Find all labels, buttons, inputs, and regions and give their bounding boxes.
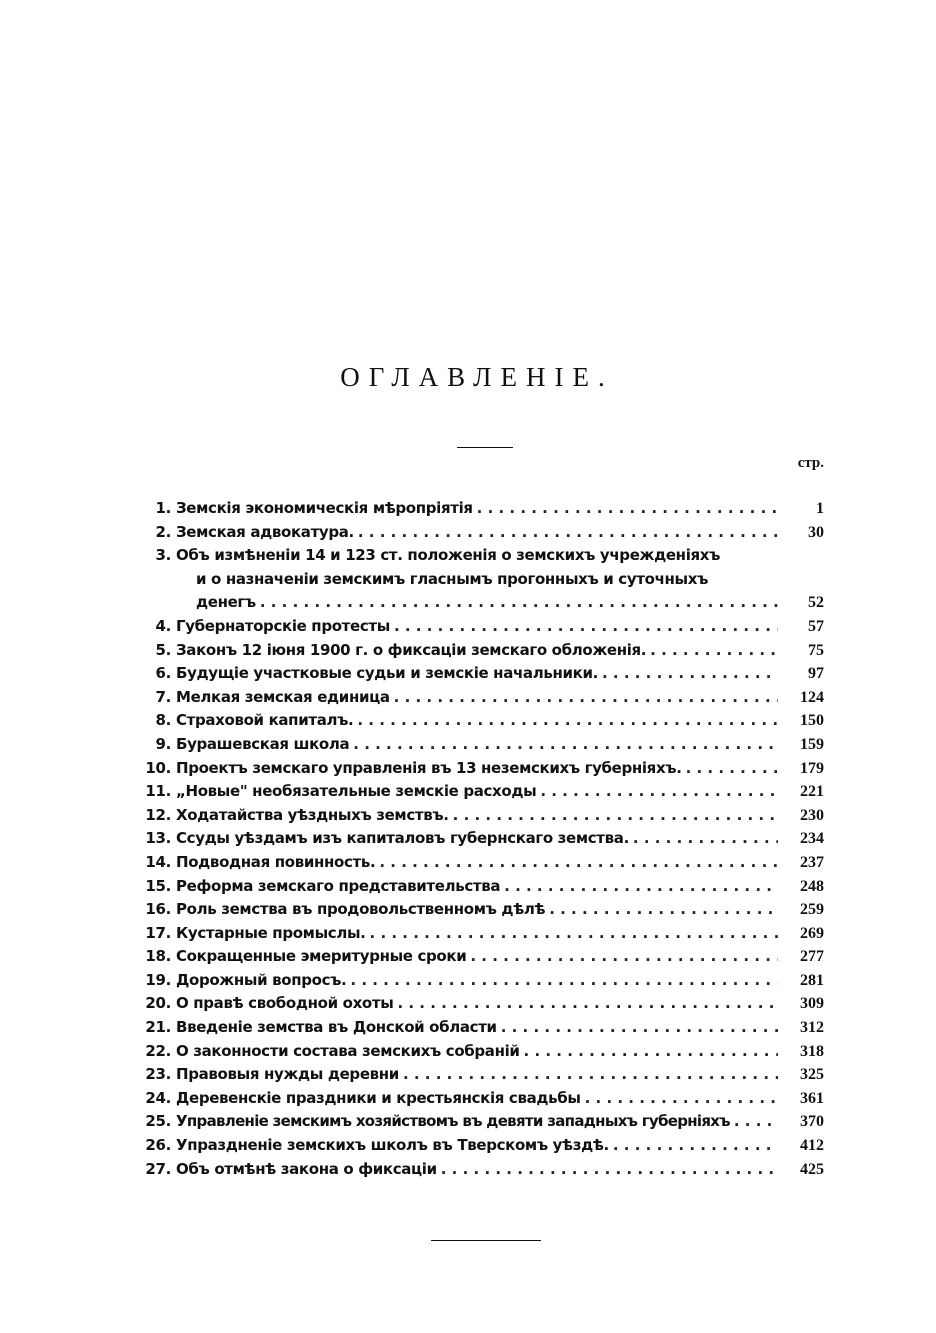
dot-leader [403, 1063, 778, 1087]
dot-leader [441, 1158, 778, 1182]
toc-entry[interactable] [140, 1063, 824, 1087]
entry-page: 277 [800, 948, 824, 966]
dot-leader [585, 1087, 778, 1111]
dot-leader [358, 521, 778, 545]
dot-leader [524, 1040, 778, 1064]
entry-page: 75 [808, 641, 824, 659]
dot-leader [353, 733, 778, 757]
entry-number: 9. [155, 734, 171, 753]
entry-title: Кустарные промыслы. [176, 923, 366, 942]
entry-page: 221 [800, 783, 824, 801]
toc-entry[interactable] [140, 780, 824, 804]
entry-number: 1. [155, 499, 171, 517]
toc-entry[interactable] [140, 1158, 824, 1182]
entry-title: Мелкая земская единица [176, 687, 390, 706]
entry-number: 26. [145, 1136, 171, 1155]
entry-number: 7. [155, 687, 171, 706]
dot-leader [394, 615, 778, 639]
toc-entry[interactable] [140, 662, 824, 686]
entry-page: 124 [800, 688, 824, 706]
entry-page: 97 [808, 665, 824, 683]
entry-number: 23. [145, 1065, 171, 1084]
entry-page: 1 [816, 500, 824, 517]
dot-leader [397, 992, 778, 1016]
entry-title: Реформа земскаго представительства [176, 876, 501, 895]
entry-title: Деревенскiе праздники и крестьянскiя свадьбы [176, 1088, 581, 1107]
toc-entry[interactable] [140, 945, 824, 969]
entry-page: 412 [800, 1137, 824, 1155]
dot-leader [370, 922, 778, 946]
entry-page: 150 [800, 712, 824, 730]
entry-title: Введенiе земства въ Донской области [176, 1018, 497, 1037]
entry-number: 8. [155, 711, 171, 730]
entry-title: Ходатайства уѣздныхъ земствъ. [176, 805, 449, 824]
dot-leader [394, 686, 778, 710]
toc-entry[interactable] [140, 757, 824, 781]
toc-entry[interactable] [140, 804, 824, 828]
entry-number: 24. [145, 1088, 171, 1107]
entry-title: Дорожный вопросъ. [176, 970, 347, 989]
entry-number: 4. [155, 616, 171, 635]
entry-title: О правѣ свободной охоты [176, 994, 394, 1013]
toc-entry[interactable] [140, 1134, 824, 1158]
toc-entry[interactable] [140, 1040, 824, 1064]
toc-entry[interactable] [140, 922, 824, 946]
dot-leader [477, 497, 778, 521]
toc-entry[interactable] [140, 733, 824, 757]
toc-entry[interactable] [140, 709, 824, 733]
toc-entry[interactable] [140, 1110, 824, 1134]
entry-number: 6. [155, 664, 171, 683]
toc-entry-continuation[interactable] [140, 568, 824, 592]
entry-title-line-2: и о назначенiи земскимъ гласнымъ прогонныхъ и суточныхъ [196, 569, 708, 588]
toc-entry[interactable] [140, 521, 824, 545]
entry-title-line-1: Объ измѣненiи 14 и 123 ст. положенiя о земскихъ учрежденiяхъ [176, 546, 721, 565]
end-divider [431, 1240, 541, 1241]
entry-number: 5. [155, 640, 171, 659]
toc-entry[interactable] [140, 544, 824, 568]
dot-leader [470, 945, 778, 969]
entry-page: 234 [800, 830, 824, 848]
entry-page: 259 [800, 901, 824, 919]
entry-number: 19. [145, 970, 171, 989]
toc-entry[interactable] [140, 969, 824, 993]
entry-title: Правовыя нужды деревни [176, 1065, 399, 1084]
entry-title-line-3: денегъ [196, 593, 256, 612]
entry-number: 15. [145, 876, 171, 895]
page-title: ОГЛАВЛЕНIЕ. [340, 362, 614, 392]
entry-page: 52 [808, 594, 824, 612]
entry-title: Земскiя экономическiя мѣропрiятiя [176, 499, 473, 517]
entry-page: 248 [800, 877, 824, 895]
entry-number: 13. [145, 829, 171, 848]
entry-page: 237 [800, 853, 824, 871]
entry-number: 27. [145, 1159, 171, 1178]
dot-leader [734, 1110, 778, 1134]
dot-leader [540, 780, 778, 804]
toc-entry-continuation[interactable] [140, 591, 824, 615]
dot-leader [350, 969, 778, 993]
entry-page: 230 [800, 806, 824, 824]
entry-number: 11. [145, 782, 171, 801]
toc-entry[interactable] [140, 497, 824, 521]
entry-page: 425 [800, 1160, 824, 1178]
dot-leader [260, 591, 778, 615]
entry-title: О законности состава земскихъ собранiй [176, 1041, 520, 1060]
toc-entry[interactable] [140, 851, 824, 875]
dot-leader [602, 662, 778, 686]
toc-entry[interactable] [140, 875, 824, 899]
entry-title: Страховой капиталъ. [176, 711, 354, 730]
entry-title: Управленiе земскимъ хозяйствомъ въ девяти западныхъ губернiяхъ [176, 1112, 730, 1131]
entry-page: 269 [800, 924, 824, 942]
dot-leader [633, 827, 778, 851]
page-column-label: стр. [797, 455, 824, 471]
entry-title: Бурашевская школа [176, 734, 350, 753]
entry-number: 16. [145, 900, 171, 919]
entry-number: 20. [145, 994, 171, 1013]
entry-title: Роль земства въ продовольственномъ дѣлѣ [176, 900, 546, 919]
dot-leader [453, 804, 778, 828]
toc-entry[interactable] [140, 1087, 824, 1111]
entry-page: 318 [800, 1042, 824, 1060]
entry-number: 25. [145, 1112, 171, 1131]
entry-number: 12. [145, 805, 171, 824]
entry-number: 18. [145, 947, 171, 966]
entry-page: 312 [800, 1019, 824, 1037]
toc-entry[interactable] [140, 686, 824, 710]
toc-entry[interactable] [140, 1016, 824, 1040]
entry-page: 309 [800, 995, 824, 1013]
table-of-contents [140, 497, 824, 1181]
dot-leader [613, 1134, 778, 1158]
entry-number: 14. [145, 852, 171, 871]
toc-entry[interactable] [140, 827, 824, 851]
entry-page: 370 [800, 1113, 824, 1131]
entry-title: Проектъ земскаго управленiя въ 13 неземскихъ губернiяхъ. [176, 758, 682, 777]
dot-leader [504, 875, 778, 899]
toc-entry[interactable] [140, 898, 824, 922]
entry-number: 2. [155, 522, 171, 541]
dot-leader [549, 898, 778, 922]
entry-number: 17. [145, 923, 171, 942]
entry-title: Упразднeнiе земскихъ школъ въ Тверскомъ уѣздѣ. [176, 1136, 609, 1155]
dot-leader [357, 709, 778, 733]
entry-page: 325 [800, 1066, 824, 1084]
entry-page: 179 [800, 759, 824, 777]
entry-number: 3. [155, 546, 171, 565]
entry-number: 10. [145, 758, 171, 777]
entry-title: Земская адвокатура. [176, 522, 354, 541]
entry-number: 22. [145, 1041, 171, 1060]
entry-title: Ссуды уѣздамъ изъ капиталовъ губернскаго земства. [176, 829, 629, 848]
entry-page: 281 [800, 971, 824, 989]
entry-title: Законъ 12 iюня 1900 г. о фиксацiи земскаго обложенiя. [176, 640, 647, 659]
title-divider [457, 447, 513, 448]
dot-leader [501, 1016, 778, 1040]
toc-entry[interactable] [140, 615, 824, 639]
entry-page: 57 [808, 617, 824, 635]
entry-number: 21. [145, 1018, 171, 1037]
entry-page: 159 [800, 735, 824, 753]
toc-entry[interactable] [140, 639, 824, 663]
entry-title: Губернаторскiе протесты [176, 616, 390, 635]
entry-title: „Новые" необязательные земскiе расходы [176, 782, 537, 801]
entry-page: 361 [800, 1089, 824, 1107]
entry-page: 30 [808, 523, 824, 541]
entry-title: Подводная повинность. [176, 852, 376, 871]
entry-title: Сокращенные эмеритурные сроки [176, 947, 467, 966]
dot-leader [379, 851, 778, 875]
dot-leader [686, 757, 778, 781]
entry-title: Будущiе участковые судьи и земскiе начальники. [176, 664, 598, 683]
entry-title: Объ отмѣнѣ закона о фиксацiи [176, 1159, 437, 1178]
dot-leader [650, 639, 778, 663]
toc-entry[interactable] [140, 992, 824, 1016]
